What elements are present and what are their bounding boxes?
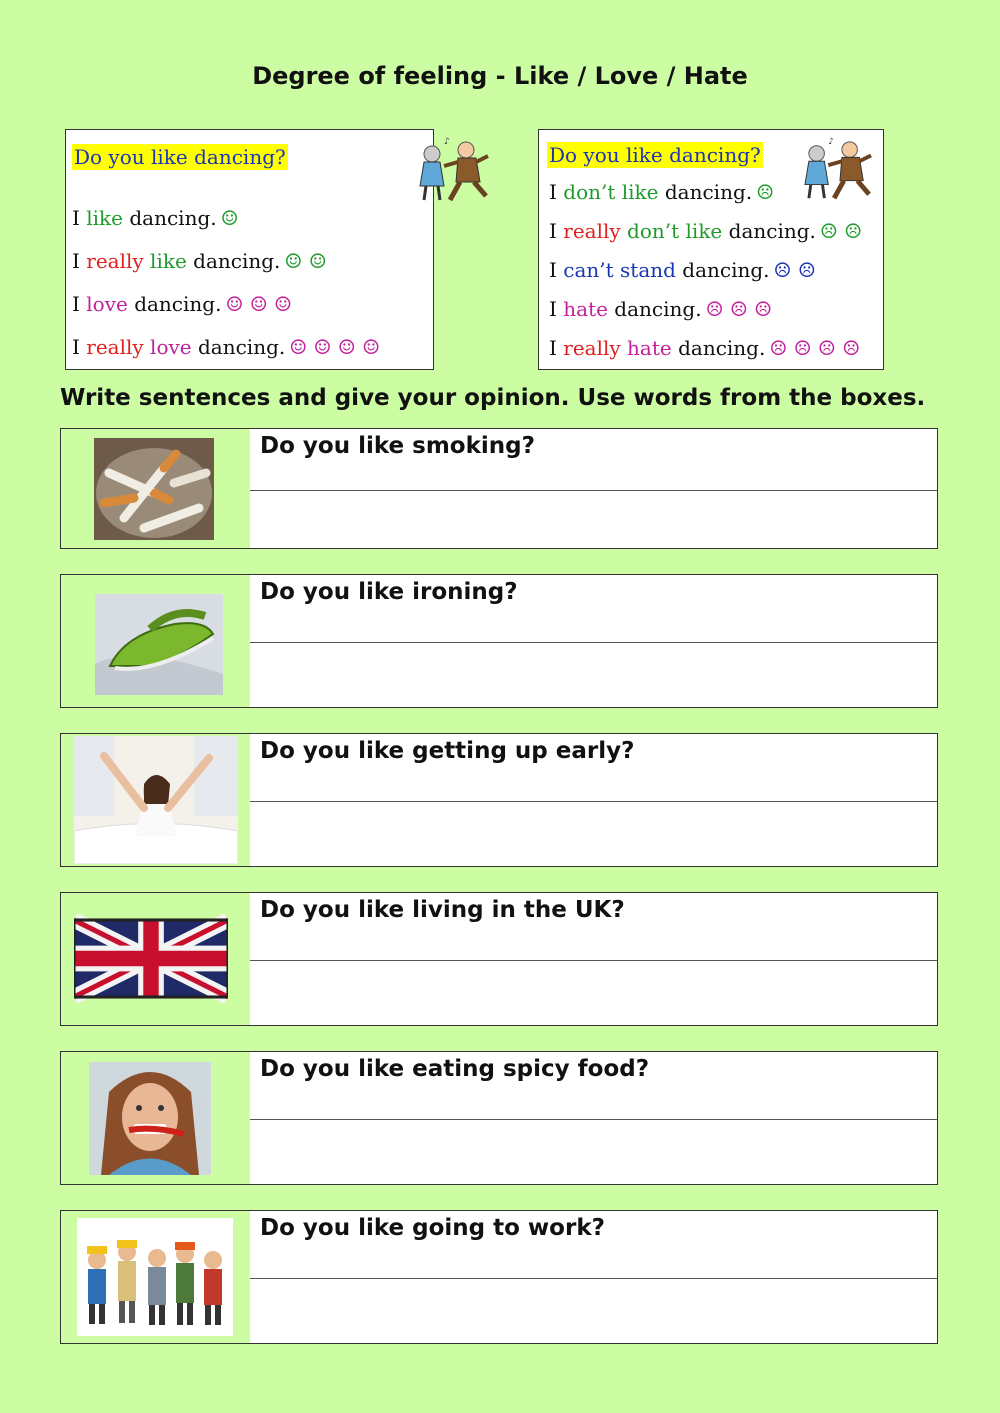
sad-face-icon: ☹ ☹	[819, 219, 863, 243]
sentence-part: dancing.	[607, 297, 702, 321]
question-row	[60, 892, 938, 1026]
example-sentence	[72, 292, 292, 316]
question-picture	[61, 1052, 251, 1184]
answer-input[interactable]	[250, 1279, 937, 1343]
sad-face-icon: ☹ ☹ ☹	[705, 297, 773, 321]
sentence-part: hate	[627, 336, 672, 360]
question-picture	[61, 734, 251, 866]
sentence-part: dancing.	[123, 206, 217, 230]
sentence-part: don’t like	[627, 219, 723, 243]
sentence-part: really	[86, 335, 144, 359]
smiley-face-icon: ☺ ☺ ☺	[225, 292, 292, 316]
question-text: Do you like living in the UK?	[260, 897, 625, 923]
sentence-part: don’t like	[563, 180, 659, 204]
union-jack-flag-icon	[74, 914, 228, 1003]
sentence-part: dancing.	[671, 336, 766, 360]
question-text: Do you like eating spicy food?	[260, 1056, 650, 1082]
sentence-part: hate	[563, 297, 608, 321]
question-row	[60, 733, 938, 867]
question-row	[60, 1210, 938, 1344]
answer-input[interactable]	[250, 961, 937, 1025]
sentence-part: like	[150, 249, 187, 273]
answer-area	[250, 1052, 937, 1184]
sentence-part: really	[563, 219, 621, 243]
question-row	[60, 1051, 938, 1185]
dislike-hate-box	[538, 129, 884, 370]
sentence-part: dancing.	[127, 292, 222, 316]
example-sentence	[549, 258, 816, 282]
answer-area	[250, 734, 937, 866]
sentence-part: dancing.	[186, 249, 281, 273]
answer-input[interactable]	[250, 802, 937, 866]
question-picture	[61, 575, 251, 707]
sentence-part: love	[86, 292, 128, 316]
sad-face-icon: ☹	[756, 180, 775, 204]
instruction-text: Write sentences and give your opinion. Use words from the boxes.	[60, 385, 926, 411]
workers-cartoon-icon	[77, 1218, 233, 1336]
sentence-part: I	[72, 206, 87, 230]
smiley-face-icon: ☺ ☺	[284, 249, 327, 273]
question-text: Do you like going to work?	[260, 1215, 605, 1241]
question-picture	[61, 893, 251, 1025]
sad-face-icon: ☹ ☹ ☹ ☹	[769, 336, 861, 360]
sentence-part: I	[549, 180, 564, 204]
sentence-part: dancing.	[191, 335, 286, 359]
question-text: Do you like getting up early?	[260, 738, 635, 764]
example-sentence	[72, 249, 327, 273]
box-question: Do you like dancing?	[549, 143, 761, 167]
example-sentence	[549, 219, 862, 243]
sentence-part: I	[72, 335, 87, 359]
box-question: Do you like dancing?	[74, 145, 286, 169]
woman-eating-chili-icon	[89, 1062, 211, 1175]
sentence-part: dancing.	[658, 180, 753, 204]
example-sentence	[72, 335, 380, 359]
answer-area	[250, 575, 937, 707]
sentence-part: really	[86, 249, 144, 273]
example-sentence	[549, 336, 860, 360]
example-sentence	[549, 297, 772, 321]
answer-area	[250, 1211, 937, 1343]
svg-text:♪: ♪	[828, 136, 834, 147]
woman-waking-up-icon	[74, 736, 238, 864]
like-love-box	[65, 129, 450, 370]
answer-area	[250, 893, 937, 1025]
smiley-face-icon: ☺ ☺ ☺ ☺	[289, 335, 381, 359]
example-sentence	[72, 206, 239, 230]
sentence-part: I	[549, 336, 564, 360]
sentence-part: I	[72, 292, 87, 316]
answer-input[interactable]	[250, 490, 937, 548]
smiley-face-icon: ☺	[220, 206, 239, 230]
sentence-part: can’t stand	[563, 258, 676, 282]
sad-face-icon: ☹ ☹	[773, 258, 816, 282]
sentence-part: dancing.	[722, 219, 816, 243]
question-row	[60, 428, 938, 549]
sentence-part: like	[86, 206, 124, 230]
question-text: Do you like smoking?	[260, 433, 535, 459]
sentence-part: dancing.	[675, 258, 770, 282]
question-row	[60, 574, 938, 708]
page-title: Degree of feeling - Like / Love / Hate	[252, 62, 748, 90]
sentence-part: I	[549, 297, 564, 321]
answer-input[interactable]	[250, 1120, 937, 1184]
answer-input[interactable]	[250, 643, 937, 707]
dancing-couple-icon	[799, 136, 877, 204]
svg-text:♪: ♪	[444, 137, 450, 147]
sentence-part: I	[72, 249, 87, 273]
sentence-part: really	[563, 336, 621, 360]
question-text: Do you like ironing?	[260, 579, 518, 605]
iron-icon	[95, 594, 223, 695]
cigarette-butts-icon	[94, 438, 214, 540]
sentence-part: I	[549, 258, 564, 282]
sentence-part: love	[150, 335, 192, 359]
example-sentence	[549, 180, 774, 204]
sentence-part: I	[549, 219, 564, 243]
question-picture	[61, 429, 251, 548]
question-picture	[61, 1211, 251, 1343]
dancing-couple-icon	[414, 136, 494, 206]
answer-area	[250, 429, 937, 548]
